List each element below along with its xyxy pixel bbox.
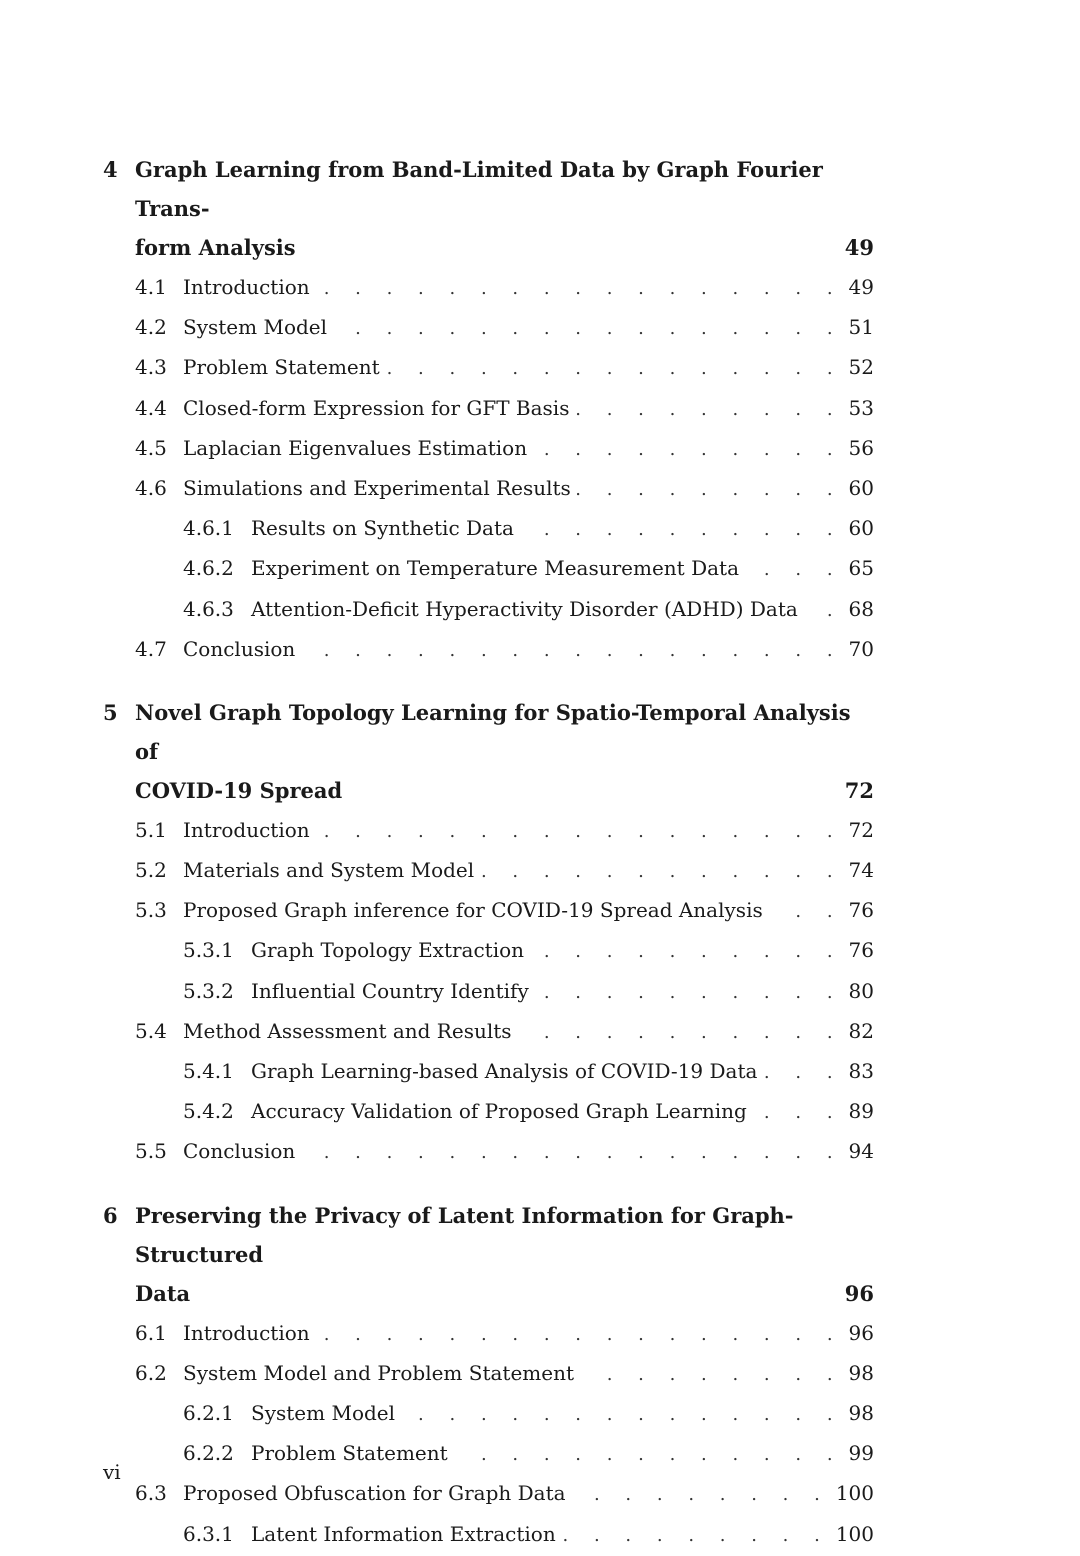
section-number: 5.3.2 [183, 978, 234, 1003]
section-page-number: 49 [848, 275, 874, 299]
toc-subsection-entry[interactable] [103, 548, 874, 588]
section-page-number: 51 [848, 315, 874, 340]
section-page-number: 98 [848, 1400, 874, 1425]
section-number: 6.2.2 [183, 1441, 234, 1466]
section-title: Introduction [183, 817, 310, 842]
toc-section-entry[interactable] [103, 307, 874, 347]
section-number: 6.2.1 [183, 1400, 234, 1425]
section-number: 4.6.1 [183, 516, 234, 541]
section-page-number: 70 [848, 636, 874, 661]
chapter-title-continued[interactable]: Data [135, 1280, 191, 1306]
section-page-number: 100 [835, 1481, 874, 1506]
chapter-number[interactable]: 5 [103, 699, 118, 725]
dot-leader [520, 510, 843, 550]
section-title: Experiment on Temperature Measurement Data [251, 556, 739, 581]
section-title: Problem Statement [251, 1441, 448, 1466]
toc-section-entry[interactable] [103, 388, 874, 428]
chapter-title[interactable]: Graph Learning from Band-Limited Data by Graph Fourier Trans- [135, 157, 823, 221]
section-number: 5.4 [135, 1018, 167, 1043]
dot-leader [386, 349, 843, 389]
section-page-number: 80 [848, 978, 874, 1003]
dot-leader [530, 932, 843, 972]
page-number: vi [103, 1460, 121, 1484]
section-number: 4.6 [135, 475, 167, 500]
section-page-number: 76 [848, 898, 874, 923]
section-title: Graph Topology Extraction [251, 938, 525, 963]
section-number: 6.3 [135, 1481, 167, 1506]
section-number: 4.1 [135, 275, 167, 299]
section-page-number: 68 [848, 596, 874, 621]
section-number: 5.1 [135, 817, 167, 842]
chapter-block [103, 150, 874, 267]
toc-section-entry[interactable] [103, 810, 874, 850]
section-page-number: 60 [848, 475, 874, 500]
dot-leader [580, 1355, 843, 1395]
chapter-page-number: 49 [844, 235, 874, 260]
dot-leader [575, 390, 842, 430]
section-title: Proposed Obfuscation for Graph Data [183, 1481, 566, 1506]
toc-section-entry[interactable] [103, 267, 874, 307]
toc-section-entry[interactable] [103, 850, 874, 890]
toc-section-entry[interactable] [103, 1011, 874, 1051]
section-number: 6.3.1 [183, 1521, 234, 1546]
section-title: Method Assessment and Results [183, 1018, 512, 1043]
dot-leader [480, 852, 842, 892]
dot-leader [518, 1013, 843, 1053]
section-title: System Model and Problem Statement [183, 1360, 575, 1385]
section-number: 5.4.1 [183, 1059, 234, 1083]
section-page-number: 53 [848, 395, 874, 420]
toc-section-entry[interactable] [103, 468, 874, 508]
dot-leader [745, 550, 843, 590]
section-page-number: 96 [848, 1320, 874, 1345]
toc-subsection-entry[interactable] [103, 1514, 874, 1554]
section-page-number: 83 [848, 1059, 874, 1083]
section-title: Latent Information Extraction [251, 1521, 556, 1546]
chapter-page-number: 72 [844, 777, 874, 803]
toc-section-entry[interactable] [103, 347, 874, 387]
toc-section-entry[interactable] [103, 1473, 874, 1513]
chapter-number[interactable]: 4 [103, 157, 118, 182]
dot-leader [577, 470, 843, 510]
section-title: Accuracy Validation of Proposed Graph Learning [251, 1099, 747, 1124]
toc-subsection-entry[interactable] [103, 1091, 874, 1131]
section-number: 6.2 [135, 1360, 167, 1385]
section-number: 5.2 [135, 858, 167, 883]
section-title: Simulations and Experimental Results [183, 475, 571, 500]
section-title: Influential Country Identify [251, 978, 529, 1003]
section-title: System Model [183, 315, 328, 340]
chapter-block [103, 693, 874, 810]
section-title: Materials and System Model [183, 858, 475, 883]
section-page-number: 99 [848, 1441, 874, 1466]
dot-leader [572, 1475, 830, 1515]
section-title: Conclusion [183, 1139, 296, 1164]
section-page-number: 72 [848, 817, 874, 842]
dot-leader [401, 1395, 843, 1435]
toc-section-entry[interactable] [103, 1131, 874, 1171]
chapter-title-continued[interactable]: form Analysis [135, 235, 296, 260]
toc-subsection-entry[interactable] [103, 508, 874, 548]
chapter-number[interactable]: 6 [103, 1202, 118, 1228]
dot-leader [301, 1133, 842, 1173]
dot-leader [533, 430, 842, 470]
section-page-number: 82 [848, 1018, 874, 1043]
dot-leader [562, 1516, 830, 1556]
chapter-title[interactable]: Preserving the Privacy of Latent Information for Graph-Structured [135, 1202, 794, 1267]
section-page-number: 60 [848, 516, 874, 541]
section-title: Results on Synthetic Data [251, 516, 514, 541]
section-title: Proposed Graph inference for COVID-19 Spread Analysis [183, 898, 763, 923]
dot-leader [316, 1315, 843, 1355]
dot-leader [316, 812, 843, 852]
section-title: Introduction [183, 1320, 310, 1345]
section-number: 4.4 [135, 395, 167, 420]
dot-leader [753, 1093, 843, 1133]
section-title: Closed-form Expression for GFT Basis [183, 395, 570, 420]
toc-section-entry[interactable] [103, 1353, 874, 1393]
toc-subsection-entry[interactable] [103, 930, 874, 970]
section-number: 6.1 [135, 1320, 167, 1345]
dot-leader [763, 1053, 842, 1093]
dot-leader [333, 309, 843, 349]
section-number: 5.4.2 [183, 1099, 234, 1124]
toc-subsection-entry[interactable] [103, 1433, 874, 1473]
dot-leader [804, 591, 843, 631]
section-number: 5.5 [135, 1139, 167, 1164]
section-number: 4.7 [135, 636, 167, 661]
section-title: Graph Learning-based Analysis of COVID-19 Data [251, 1059, 758, 1083]
dot-leader [769, 892, 843, 932]
section-page-number: 98 [848, 1360, 874, 1385]
toc-subsection-entry[interactable] [103, 589, 874, 629]
toc-subsection-entry[interactable] [103, 971, 874, 1011]
section-title: Problem Statement [183, 355, 380, 380]
section-title: Conclusion [183, 636, 296, 661]
section-number: 4.2 [135, 315, 167, 340]
section-number: 5.3 [135, 898, 167, 923]
section-title: Attention-Deficit Hyperactivity Disorder (ADHD) Data [251, 596, 798, 621]
toc-subsection-entry[interactable] [103, 1393, 874, 1433]
table-of-contents [103, 150, 874, 1554]
dot-leader [454, 1435, 843, 1475]
section-number: 4.6.2 [183, 556, 234, 581]
section-page-number: 100 [835, 1521, 874, 1546]
section-number: 4.5 [135, 435, 167, 460]
section-page-number: 74 [848, 858, 874, 883]
section-number: 4.3 [135, 355, 167, 380]
chapter-title[interactable]: Novel Graph Topology Learning for Spatio-Temporal Analysis of [135, 699, 851, 764]
section-number: 4.6.3 [183, 596, 234, 621]
toc-section-entry[interactable] [103, 428, 874, 468]
chapter-page-number: 96 [844, 1280, 874, 1306]
toc-section-entry[interactable] [103, 890, 874, 930]
section-title: Introduction [183, 275, 310, 299]
dot-leader [535, 973, 843, 1013]
section-title: System Model [251, 1400, 396, 1425]
dot-leader [316, 269, 843, 309]
section-page-number: 76 [848, 938, 874, 963]
section-number: 5.3.1 [183, 938, 234, 963]
section-page-number: 89 [848, 1099, 874, 1124]
section-page-number: 56 [848, 435, 874, 460]
toc-section-entry[interactable] [103, 1313, 874, 1353]
toc-section-entry[interactable] [103, 629, 874, 669]
section-title: Laplacian Eigenvalues Estimation [183, 435, 528, 460]
section-page-number: 52 [848, 355, 874, 380]
toc-subsection-entry[interactable] [103, 1051, 874, 1091]
section-page-number: 65 [848, 556, 874, 581]
dot-leader [301, 631, 842, 671]
chapter-title-continued[interactable]: COVID-19 Spread [135, 777, 343, 803]
section-page-number: 94 [848, 1139, 874, 1164]
chapter-block [103, 1196, 874, 1313]
